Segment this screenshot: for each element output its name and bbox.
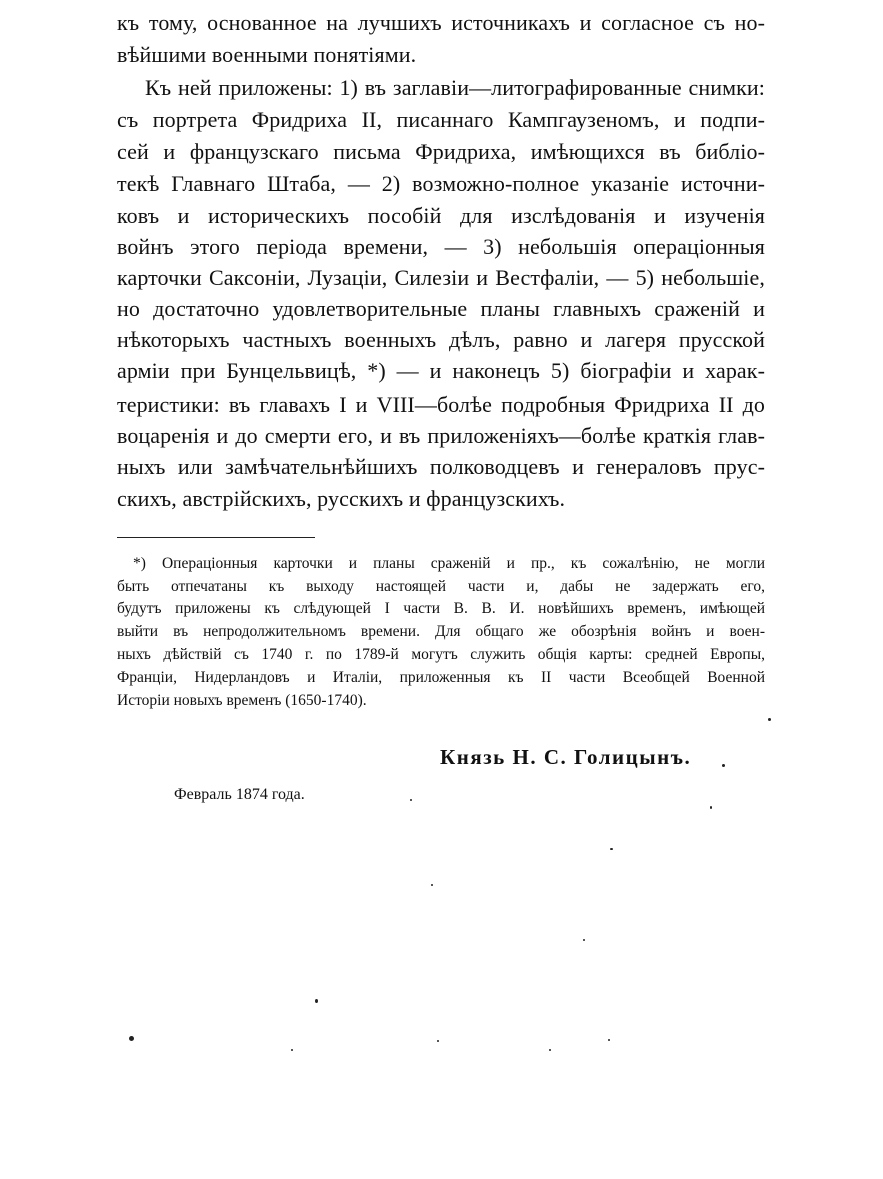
footnote-line: будутъ приложены къ слѣдующей I части В. В. И. новѣйшихъ временъ, имѣющей bbox=[117, 600, 765, 617]
footnote-divider bbox=[117, 537, 315, 538]
text-line: скихъ, австрійскихъ, русскихъ и французскихъ. bbox=[117, 486, 566, 511]
text-line: но достаточно удовлетворительные планы главныхъ сраженій и bbox=[117, 296, 765, 321]
author-signature: Князь Н. С. Голицынъ. bbox=[440, 745, 692, 769]
scan-speck bbox=[437, 1040, 439, 1042]
scan-speck bbox=[291, 1049, 293, 1051]
text-line: нѣкоторыхъ частныхъ военныхъ дѣлъ, равно и лагеря прусской bbox=[117, 327, 765, 352]
date-line: Февраль 1874 года. bbox=[174, 786, 305, 803]
scan-speck bbox=[410, 799, 412, 801]
text-line: сей и французскаго письма Фридриха, имѣющихся въ библіо- bbox=[117, 139, 765, 164]
text-line: текѣ Главнаго Штаба, — 2) возможно-полное указаніе источни- bbox=[117, 171, 765, 196]
footnote-line: Франціи, Нидерландовъ и Италіи, приложенныя къ II части Всеобщей Военной bbox=[117, 669, 765, 686]
text-line: съ портрета Фридриха II, писаннаго Кампгаузеномъ, и подпи- bbox=[117, 107, 765, 132]
scan-speck bbox=[768, 718, 771, 721]
scan-speck bbox=[129, 1036, 134, 1041]
text-line: вѣйшими военными понятіями. bbox=[117, 42, 417, 67]
scan-speck bbox=[431, 884, 433, 886]
footnote-line: Исторіи новыхъ временъ (1650-1740). bbox=[117, 692, 367, 709]
scan-speck bbox=[608, 1039, 610, 1041]
scan-speck bbox=[722, 764, 725, 767]
text-line: къ тому, основанное на лучшихъ источникахъ и согласное съ но- bbox=[117, 10, 765, 35]
scan-speck bbox=[710, 806, 712, 809]
text-line: воцаренія и до смерти его, и въ приложеніяхъ—болѣе краткія глав- bbox=[117, 423, 765, 448]
text-line: теристики: въ главахъ I и VIII—болѣе подробныя Фридриха II до bbox=[117, 392, 765, 417]
text-line: ковъ и историческихъ пособій для изслѣдованія и изученія bbox=[117, 203, 765, 228]
footnote-line: ныхъ дѣйствій съ 1740 г. по 1789-й могутъ служить общія карты: средней Европы, bbox=[117, 646, 765, 663]
text-line: ныхъ или замѣчательнѣйшихъ полководцевъ и генераловъ прус- bbox=[117, 454, 765, 479]
footnote-line: быть отпечатаны къ выходу настоящей части и, дабы не задержать его, bbox=[117, 578, 765, 595]
scan-speck bbox=[610, 848, 613, 850]
footnote-line: выйти въ непродолжительномъ времени. Для общаго же обозрѣнія войнъ и воен- bbox=[117, 623, 765, 640]
text-line: карточки Саксоніи, Лузаціи, Силезіи и Вестфаліи, — 5) небольшіе, bbox=[117, 265, 765, 290]
scan-speck bbox=[583, 939, 585, 941]
scan-speck bbox=[549, 1049, 551, 1051]
text-line: арміи при Бунцельвицѣ, *) — и наконецъ 5) біографіи и харак- bbox=[117, 358, 765, 383]
text-line: Къ ней приложены: 1) въ заглавіи—литографированные снимки: bbox=[145, 75, 765, 100]
footnote-line: *) Операціонныя карточки и планы сраженій и пр., къ сожалѣнію, не могли bbox=[133, 555, 765, 572]
scan-speck bbox=[315, 999, 318, 1003]
text-line: войнъ этого періода времени, — 3) небольшія операціонныя bbox=[117, 234, 765, 259]
